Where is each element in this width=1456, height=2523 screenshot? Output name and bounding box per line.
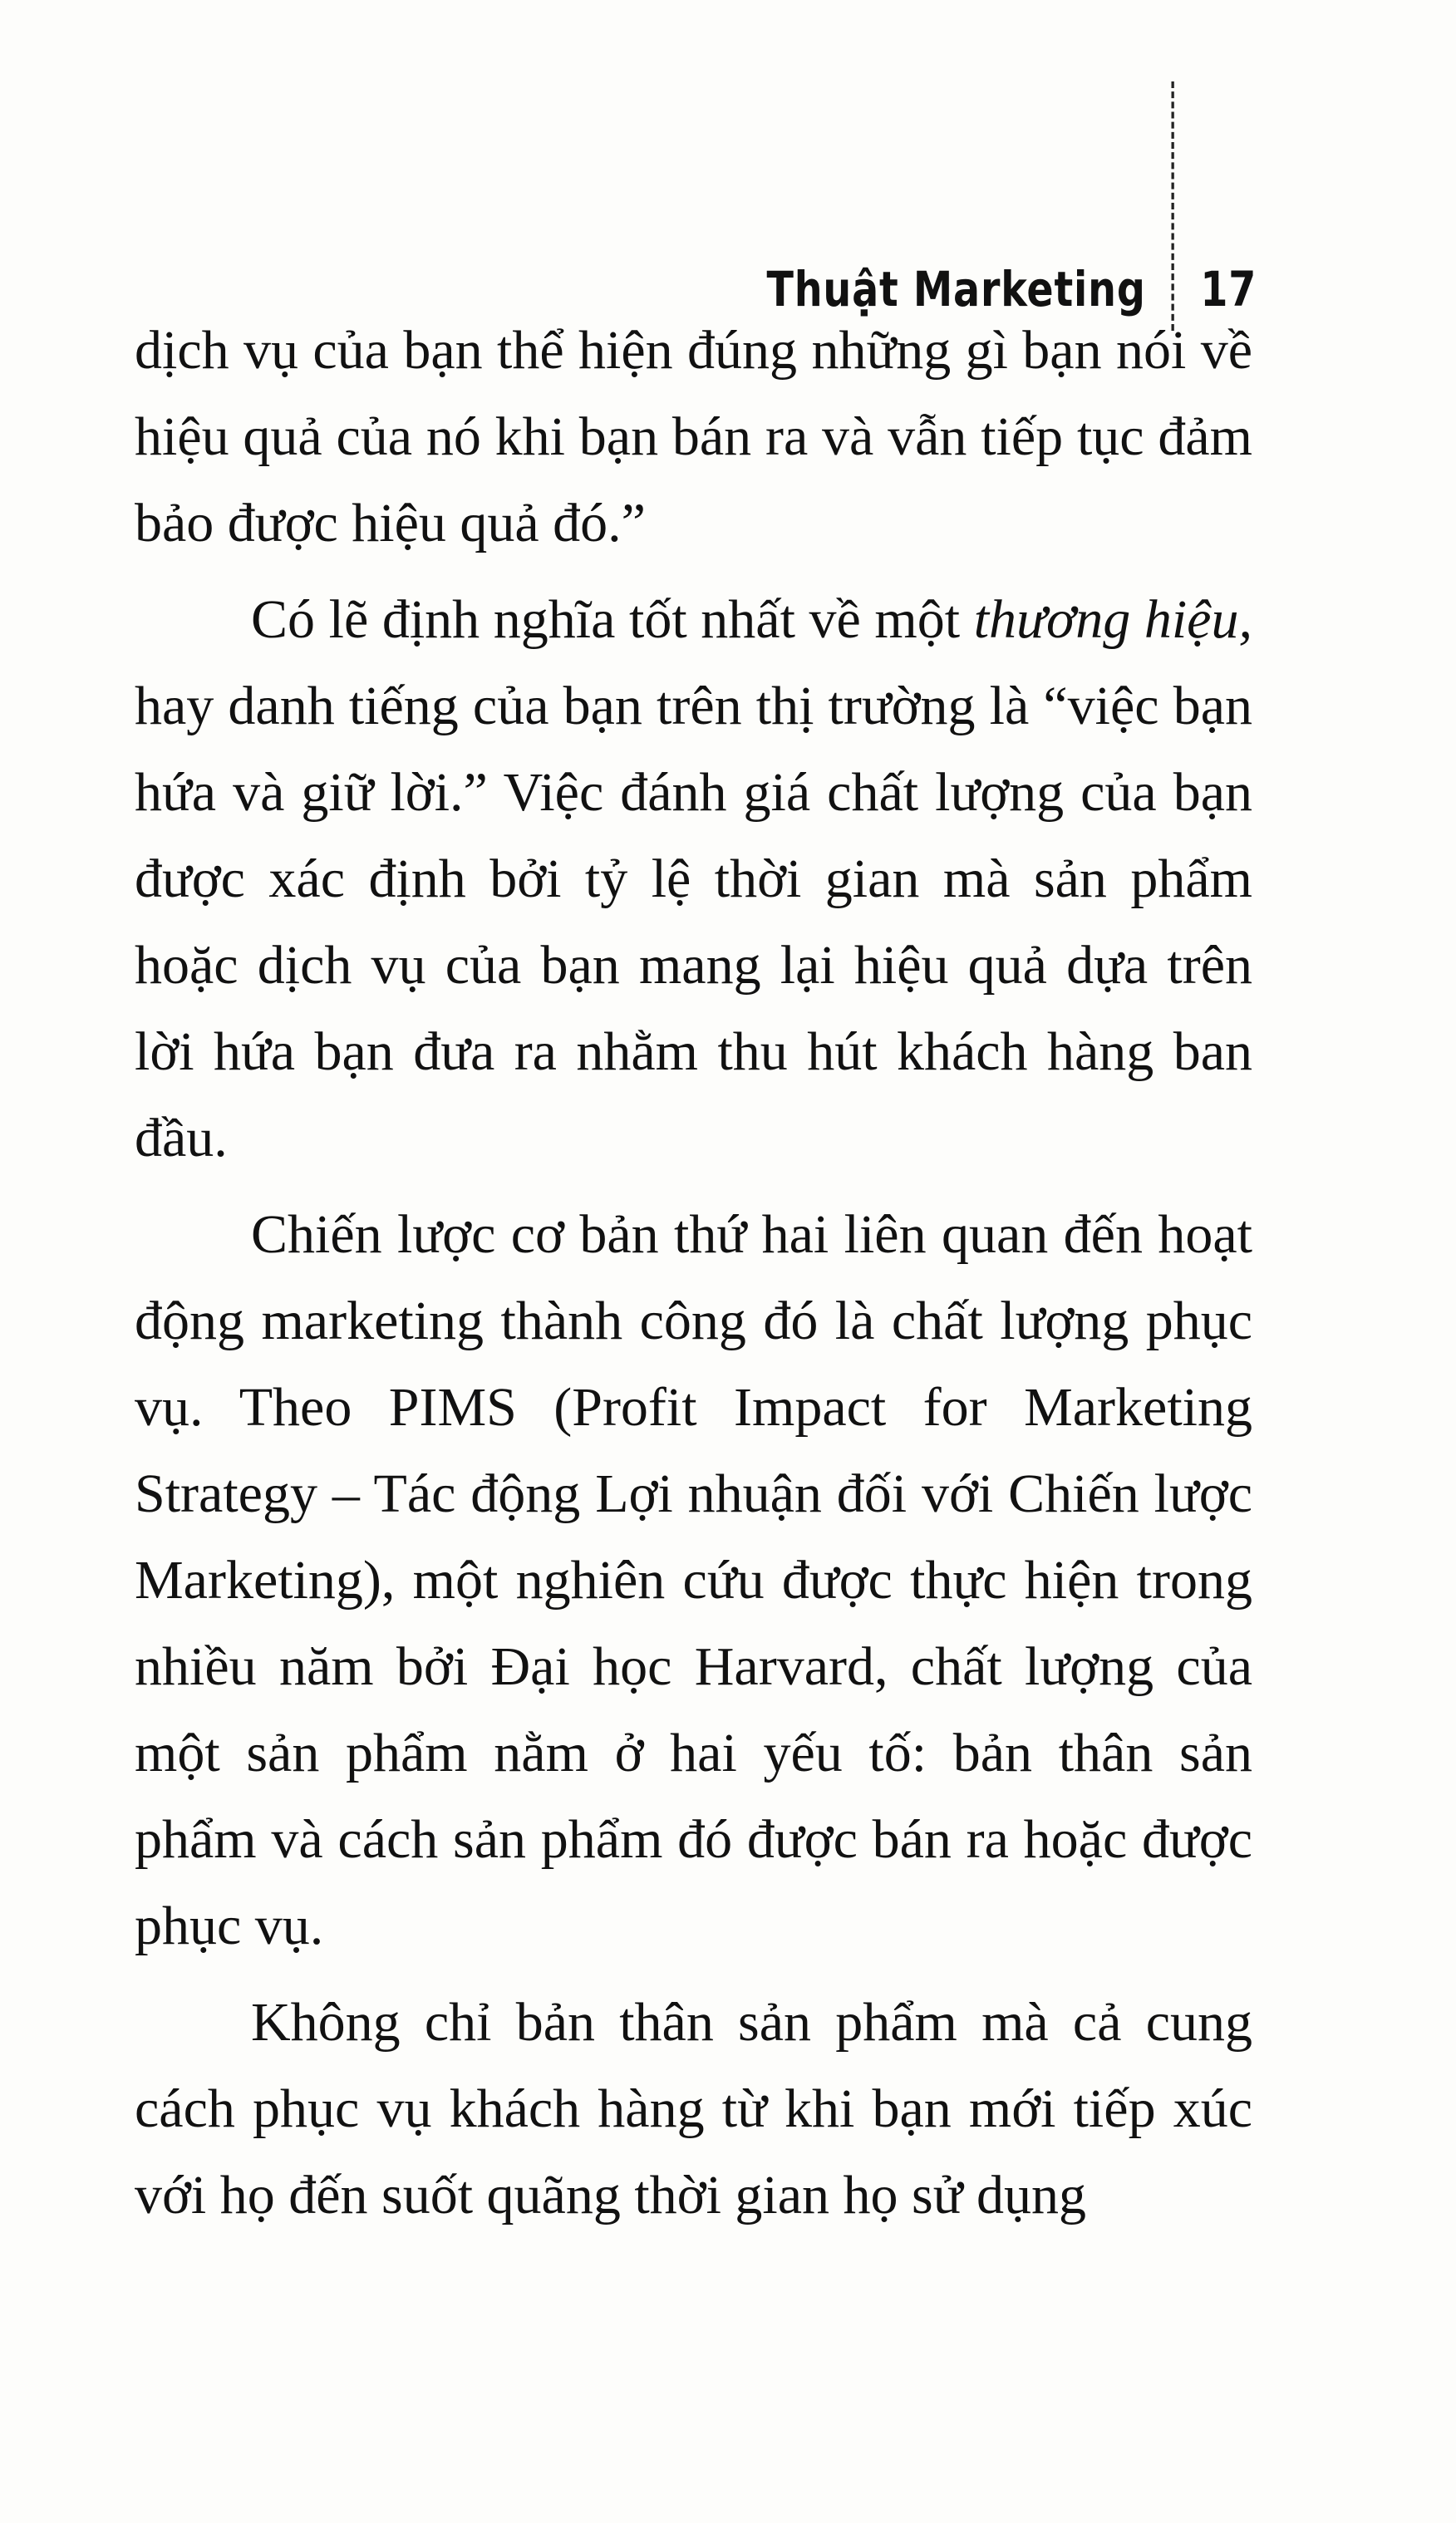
body-text [135,307,1252,2249]
paragraph-text: Chiến lược cơ bản thứ hai liên quan đến hoạt động marketing thành công đó là chất lượng phục vụ. Theo PIMS (Profit Impact for Marketing Strategy – Tác động Lợi nhuận đối với Chiến lược Marketing), một nghiên cứu được thực hiện trong nhiều năm bởi Đại học Harvard, chất lượng của một sản phẩm nằm ở hai yếu tố: bản thân sản phẩm và cách sản phẩm đó được bán ra hoặc được phục vụ. [135,1204,1252,1956]
paragraph-text: Có lẽ định nghĩa tốt nhất về một [251,589,974,650]
paragraph-continuation [135,307,1252,567]
paragraph-text: dịch vụ của bạn thể hiện đúng những gì bạn nói về hiệu quả của nó khi bạn bán ra và vẫn tiếp tục đảm bảo được hiệu quả đó.” [135,320,1252,553]
paragraph-text: Không chỉ bản thân sản phẩm mà cả cung cách phục vụ khách hàng từ khi bạn mới tiếp xúc với họ đến suốt quãng thời gian họ sử dụng [135,1992,1252,2225]
emphasis-text: thương hiệu, [973,589,1252,650]
book-title: Thuật Marketing [766,261,1146,317]
paragraph-text: hay danh tiếng của bạn trên thị trường là “việc bạn hứa và giữ lời.” Việc đánh giá chất lượng của bạn được xác định bởi tỷ lệ thời gian mà sản phẩm hoặc dịch vụ của bạn mang lại hiệu quả dựa trên lời hứa bạn đưa ra nhằm thu hút khách hàng ban đầu. [135,676,1252,1168]
paragraph-brand-definition [135,577,1252,1182]
paragraph-service-quality [135,1192,1252,1970]
paragraph-customer-service [135,1980,1252,2239]
page-number: 17 [1200,261,1257,317]
header-divider [1172,81,1174,331]
